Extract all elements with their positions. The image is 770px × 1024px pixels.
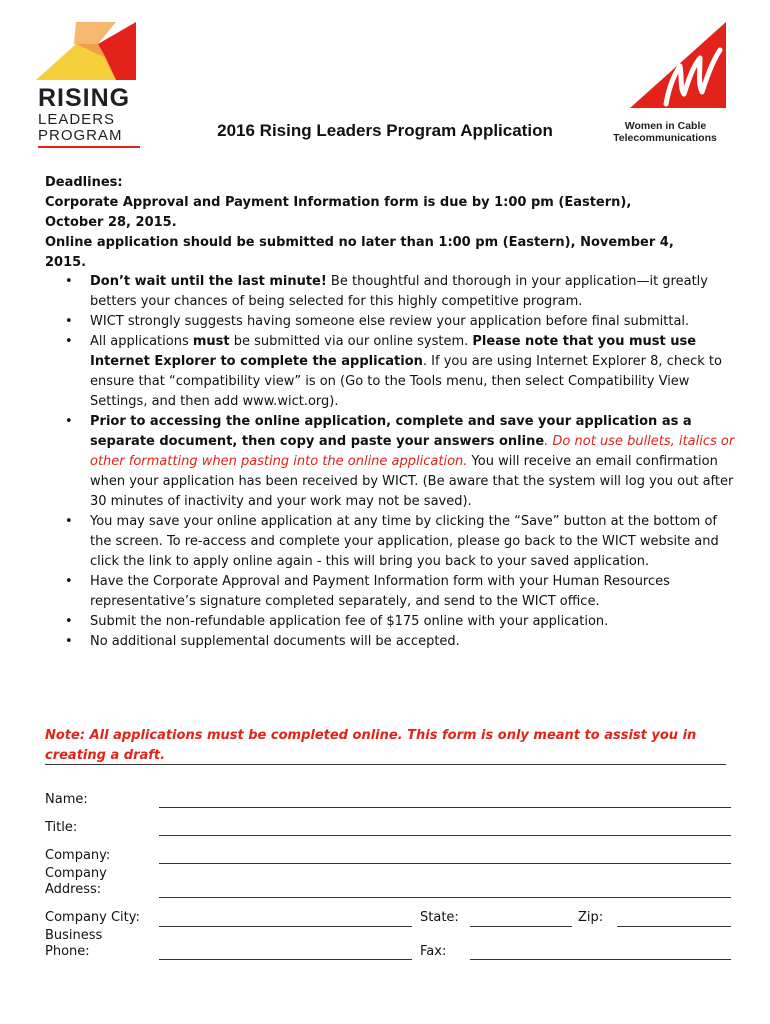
- company-address-label-line2: Address:: [45, 882, 102, 897]
- bullet-icon: •: [65, 514, 73, 529]
- title-field[interactable]: [159, 835, 731, 836]
- bullet-text: All applications: [90, 334, 193, 349]
- bullet-text: Have the Corporate Approval and Payment Information form with your Human Resources representative’s signature completed separately, and send to the WICT office.: [90, 574, 670, 609]
- page-title: 2016 Rising Leaders Program Application: [217, 121, 553, 140]
- bullet-bold-text: must: [192, 334, 230, 349]
- zip-field[interactable]: [617, 926, 731, 927]
- business-phone-label-line1: Business: [45, 928, 103, 943]
- bullet-text: Submit the non-refundable application fee of $175 online with your application.: [90, 614, 609, 629]
- deadline-line: Corporate Approval and Payment Information form is due by 1:00 pm (Eastern),: [45, 195, 632, 210]
- deadlines-heading: Deadlines:: [45, 175, 123, 190]
- state-label: State:: [420, 910, 459, 925]
- company-address-label: [45, 866, 107, 898]
- note-divider: [45, 764, 726, 765]
- wict-name-line1: Women in Cable: [624, 120, 707, 132]
- bullet-text: WICT strongly suggests having someone else review your application before final submittal.: [90, 314, 690, 329]
- list-item: [45, 412, 735, 512]
- draft-note: Note: All applications must be completed online. This form is only meant to assist you in creating a draft.: [45, 728, 697, 763]
- bullet-text: You will receive an email confirmation when your application has been received by WICT. (Be aware that the system will log you out after 30 minutes of inactivity and your work may not be saved).: [90, 454, 734, 509]
- deadline-line: Online application should be submitted no later than 1:00 pm (Eastern), November 4,: [45, 235, 674, 250]
- bullet-icon: •: [65, 634, 73, 649]
- bullet-bold-text: Please note that you must use Internet Explorer to complete the application: [90, 334, 697, 369]
- list-item: [45, 612, 735, 632]
- instructions-list: [45, 272, 735, 652]
- fax-field[interactable]: [470, 959, 731, 960]
- company-address-field[interactable]: [159, 897, 731, 898]
- name-field[interactable]: [159, 807, 731, 808]
- zip-label: Zip:: [578, 910, 604, 925]
- business-phone-label-line2: Phone:: [45, 944, 90, 959]
- list-item: [45, 572, 735, 612]
- logo-underline: [38, 146, 140, 148]
- bullet-icon: •: [65, 574, 73, 589]
- company-address-label-line1: Company: [45, 866, 107, 881]
- bullet-text: No additional supplemental documents will be accepted.: [90, 634, 460, 649]
- company-label: Company:: [45, 848, 111, 863]
- fax-label: Fax:: [420, 944, 447, 959]
- list-item: [45, 512, 735, 572]
- list-item: [45, 632, 735, 652]
- bullet-icon: •: [65, 274, 73, 289]
- bullet-text: be submitted via our online system.: [229, 334, 473, 349]
- list-item: [45, 312, 735, 332]
- logo-word-program: PROGRAM: [38, 127, 123, 144]
- deadline-line: October 28, 2015.: [45, 215, 177, 230]
- name-label: Name:: [45, 792, 88, 807]
- deadlines-section: [45, 173, 735, 273]
- bullet-text: You may save your online application at any time by clicking the “Save” button at the bottom of the screen. To re-access and complete your application, please go back to the WICT website and click the link to apply online again - this will bring you back to your saved application.: [90, 514, 719, 569]
- company-field[interactable]: [159, 863, 731, 864]
- bullet-icon: •: [65, 334, 73, 349]
- list-item: [45, 332, 735, 412]
- wict-name-line2: Telecommunications: [613, 132, 717, 144]
- list-item: [45, 272, 735, 312]
- deadline-line: 2015.: [45, 255, 87, 270]
- bullet-icon: •: [65, 614, 73, 629]
- bullet-bold-text: Prior to accessing the online application, complete and save your application as a separate document, then copy and paste your answers online: [90, 414, 692, 449]
- bullet-warning-text: . Do not use bullets, italics or other formatting when pasting into the online application.: [90, 434, 735, 469]
- business-phone-label: [45, 928, 102, 960]
- company-city-field[interactable]: [159, 926, 412, 927]
- logo-word-rising: RISING: [38, 84, 131, 112]
- bullet-bold-text: Don’t wait until the last minute!: [90, 274, 327, 289]
- bullet-icon: •: [65, 414, 73, 429]
- bullet-text: Be thoughtful and thorough in your application—it greatly betters your chances of being selected for this highly competitive program.: [90, 274, 708, 309]
- title-label: Title:: [45, 820, 78, 835]
- state-field[interactable]: [470, 926, 572, 927]
- bullet-icon: •: [65, 314, 73, 329]
- wict-logo-icon: [626, 22, 726, 108]
- logo-word-leaders: LEADERS: [38, 111, 116, 128]
- business-phone-field[interactable]: [159, 959, 412, 960]
- bullet-text: . If you are using Internet Explorer 8, check to ensure that “compatibility view” is on (Go to the Tools menu, then select Compatibility View Settings, and then add www.wict.org).: [90, 354, 722, 409]
- company-city-label: Company City:: [45, 910, 140, 925]
